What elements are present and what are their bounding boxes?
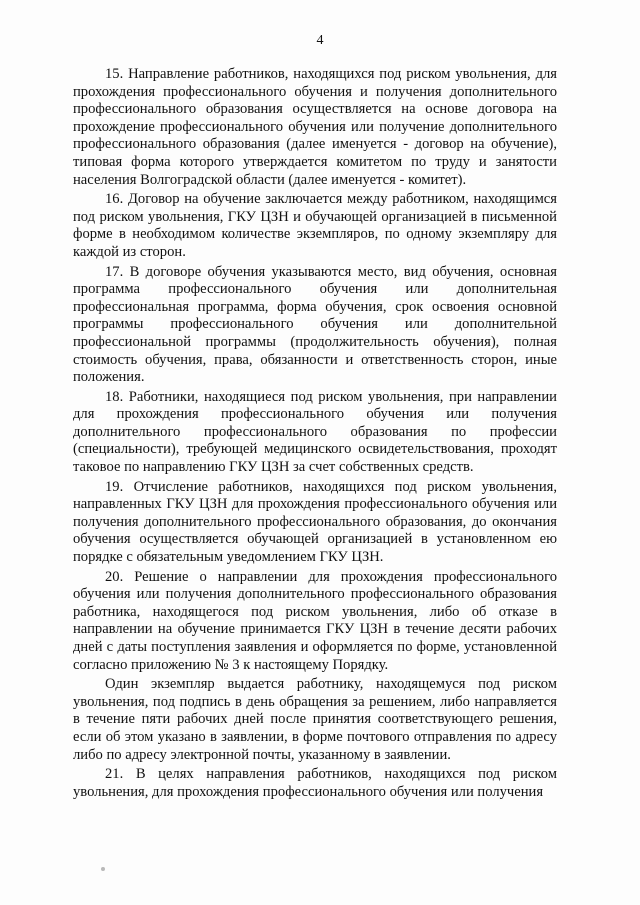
paragraph-20: 20. Решение о направлении для прохождения профессионального обучения или получения дополнительного профессионального образования работника, находящегося под риском увольнения, либо об отказе в направлении на обучение принимается ГКУ ЦЗН в течение десяти рабочих дней с даты поступления заявления и оформляется по форме, установленной согласно приложению № 3 к настоящему Порядку. (73, 568, 557, 673)
paragraph-17: 17. В договоре обучения указываются место, вид обучения, основная программа профессионального обучения или дополнительная профессиональная программа, форма обучения, срок освоения основной программы профессионального обучения или дополнительной профессиональной программы (продолжительность обучения), полная стоимость обучения, права, обязанности и ответственность сторон, иные положения. (73, 263, 557, 386)
document-body (73, 66, 557, 803)
paragraph-20-continuation: Один экземпляр выдается работнику, находящемуся под риском увольнения, под подпись в день обращения за решением, либо направляется в течение пяти рабочих дней после принятия соответствующего решения, если об этом указано в заявлении, в форме почтового отправления по адресу либо по адресу электронной почты, указанному в заявлении. (73, 676, 557, 763)
scan-speck (101, 867, 105, 871)
paragraph-19: 19. Отчисление работников, находящихся под риском увольнения, направленных ГКУ ЦЗН для прохождения профессионального обучения или получения дополнительного профессионального образования, до окончания обучения осуществляется обучающей организацией в установленном ею порядке с обязательным уведомлением ГКУ ЦЗН. (73, 478, 557, 566)
paragraph-16: 16. Договор на обучение заключается между работником, находящимся под риском увольнения, ГКУ ЦЗН и обучающей организацией в письменной форме в необходимом количестве экземпляров, по одному экземпляру для каждой из сторон. (73, 191, 557, 260)
page-number: 4 (316, 33, 324, 48)
paragraph-21: 21. В целях направления работников, находящихся под риском увольнения, для прохождения профессионального обучения или получения (73, 766, 557, 800)
paragraph-18: 18. Работники, находящиеся под риском увольнения, при направлении для прохождения профессионального обучения или получения дополнительного профессионального образования по профессии (специальности), требующей медицинского освидетельствования, проходят таковое по направлению ГКУ ЦЗН за счет собственных средств. (73, 388, 557, 476)
paragraph-15: 15. Направление работников, находящихся под риском увольнения, для прохождения профессионального обучения и получения дополнительного профессионального образования осуществляется на основе договора на прохождение профессионального обучения или получение дополнительного профессионального образования (далее именуется - договор на обучение), типовая форма которого утверждается комитетом по труду и занятости населения Волгоградской области (далее именуется - комитет). (73, 66, 557, 188)
